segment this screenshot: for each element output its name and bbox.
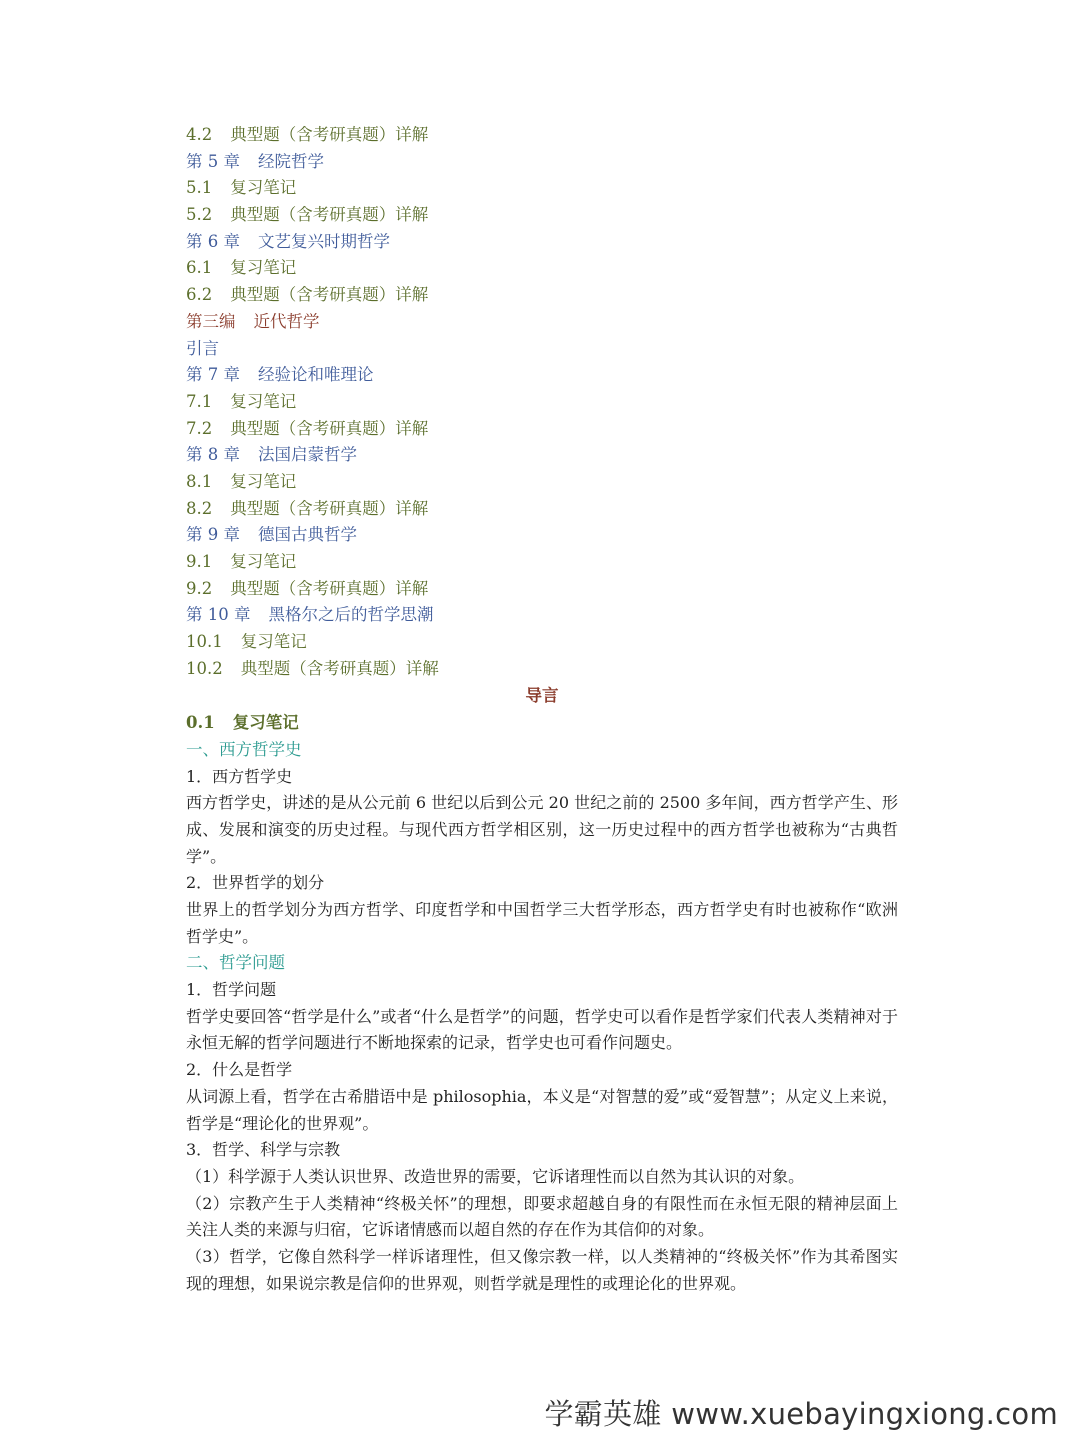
- toc-item[interactable]: 10.1 复习笔记: [186, 632, 307, 652]
- toc-chapter[interactable]: 第 7 章 经验论和唯理论: [186, 365, 374, 385]
- item-heading: 3．哲学、科学与宗教: [186, 1140, 341, 1160]
- toc-item[interactable]: 6.1 复习笔记: [186, 258, 297, 278]
- paragraph: 世界上的哲学划分为西方哲学、印度哲学和中国哲学三大哲学形态，西方哲学史有时也被称作“欧洲哲学史”。: [186, 899, 898, 946]
- toc-chapter[interactable]: 第 6 章 文艺复兴时期哲学: [186, 231, 390, 251]
- part-heading: 一、西方哲学史: [186, 739, 302, 759]
- item-heading: 1．哲学问题: [186, 980, 277, 1000]
- paragraph: 从词源上看，哲学在古希腊语中是 philosophia，本义是“对智慧的爱”或“爱智慧”；从定义上来说，哲学是“理论化的世界观”。: [186, 1086, 898, 1133]
- item-heading: 2．什么是哲学: [186, 1060, 293, 1080]
- toc-chapter[interactable]: 第 10 章 黑格尔之后的哲学思潮: [186, 605, 434, 625]
- toc-item[interactable]: 10.2 典型题（含考研真题）详解: [186, 658, 439, 678]
- toc-item[interactable]: 5.1 复习笔记: [186, 178, 297, 198]
- item-heading: 2．世界哲学的划分: [186, 873, 325, 893]
- toc-item[interactable]: 7.2 典型题（含考研真题）详解: [186, 418, 429, 438]
- toc-item[interactable]: 4.2 典型题（含考研真题）详解: [186, 125, 429, 144]
- paragraph: 哲学史要回答“哲学是什么”或者“什么是哲学”的问题，哲学史可以看作是哲学家们代表人类精神对于永恒无解的哲学问题进行不断地探索的记录，哲学史也可看作问题史。: [186, 1006, 898, 1053]
- toc-part[interactable]: 第三编 近代哲学: [186, 311, 320, 331]
- toc-chapter[interactable]: 第 5 章 经院哲学: [186, 151, 324, 171]
- page-content: [186, 122, 898, 1297]
- chapter-heading: 导言: [525, 686, 559, 706]
- toc-intro[interactable]: 引言: [186, 338, 219, 358]
- toc-item[interactable]: 9.1 复习笔记: [186, 552, 297, 571]
- section-heading: 0.1 复习笔记: [186, 713, 299, 733]
- toc-item[interactable]: 8.2 典型题（含考研真题）详解: [186, 498, 429, 518]
- toc-item[interactable]: 6.2 典型题（含考研真题）详解: [186, 285, 429, 305]
- toc-item[interactable]: 5.2 典型题（含考研真题）详解: [186, 205, 429, 225]
- paragraph: 西方哲学史，讲述的是从公元前 6 世纪以后到公元 20 世纪之前的 2500 多年间，西方哲学产生、形成、发展和演变的历史过程。与现代西方哲学相区别，这一历史过程中的西方哲学也被称为“古典哲学”。: [186, 793, 898, 866]
- toc-chapter[interactable]: 第 8 章 法国启蒙哲学: [186, 445, 357, 465]
- paragraph: （2）宗教产生于人类精神“终极关怀”的理想，即要求超越自身的有限性而在永恒无限的精神层面上关注人类的来源与归宿，它诉诸情感而以超自然的存在作为其信仰的对象。: [186, 1193, 898, 1240]
- item-heading: 1．西方哲学史: [186, 766, 293, 786]
- toc-item[interactable]: 9.2 典型题（含考研真题）详解: [186, 578, 429, 598]
- toc-chapter[interactable]: 第 9 章 德国古典哲学: [186, 525, 357, 545]
- paragraph: （1）科学源于人类认识世界、改造世界的需要，它诉诸理性而以自然为其认识的对象。: [186, 1166, 805, 1186]
- toc-item[interactable]: 8.1 复习笔记: [186, 471, 297, 491]
- paragraph: （3）哲学，它像自然科学一样诉诸理性，但又像宗教一样，以人类精神的“终极关怀”作为其希图实现的理想，如果说宗教是信仰的世界观，则哲学就是理性的或理论化的世界观。: [186, 1247, 898, 1293]
- site-watermark: 学霸英雄 www.xuebayingxiong.com: [544, 1397, 1058, 1431]
- part-heading: 二、哲学问题: [186, 953, 285, 973]
- toc-item[interactable]: 7.1 复习笔记: [186, 391, 297, 411]
- table-of-contents: [186, 122, 898, 682]
